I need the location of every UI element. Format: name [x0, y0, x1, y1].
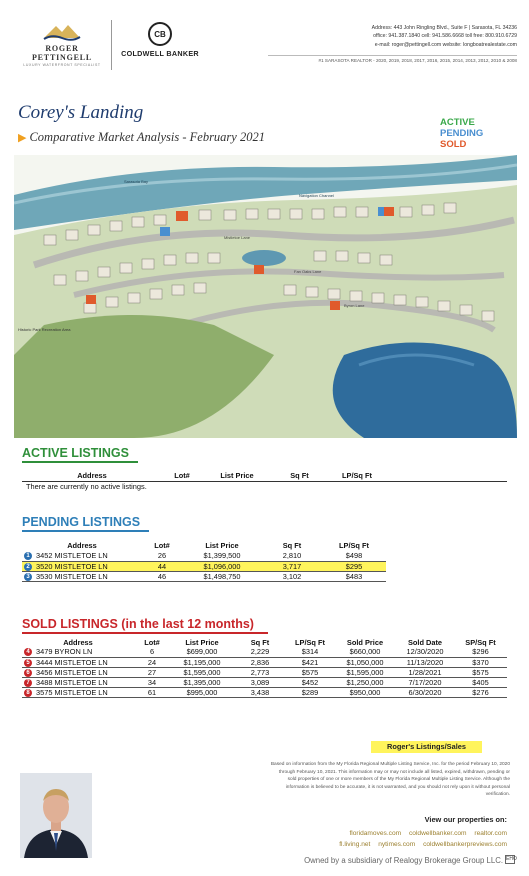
row-sqft: 3,102 [262, 571, 322, 581]
page-subtitle [18, 130, 265, 145]
row-spsqft: $296 [454, 647, 507, 657]
roger-pettingell-logo [16, 22, 108, 70]
realogy-footer: Owned by a subsidiary of Realogy Brokerage Group LLC. [304, 856, 503, 865]
row-spsqft: $370 [454, 657, 507, 667]
link-cbpreviews[interactable]: coldwellbankerpreviews.com [423, 841, 507, 848]
col-lot: Lot# [144, 638, 160, 647]
active-listings-title: ACTIVE LISTINGS [22, 446, 129, 460]
number-badge-icon: 2 [24, 563, 32, 571]
row-lpsqft: $295 [322, 561, 386, 571]
row-address: 3488 MISTLETOE LN [36, 677, 108, 687]
table-header-row [22, 540, 386, 551]
legend-active: ACTIVE [440, 117, 475, 128]
col-lp-sqft: LP/Sq Ft [327, 470, 387, 481]
row-sqft: 3,438 [234, 687, 286, 697]
address-line: Address: 443 John Ringling Blvd., Suite F | Sarasota, FL 34236 [371, 25, 517, 31]
row-lot: 46 [142, 571, 182, 581]
pending-listings-title: PENDING LISTINGS [22, 515, 141, 529]
row-price: $1,595,000 [170, 667, 234, 677]
row-sold-price: $660,000 [334, 647, 396, 657]
col-lp-sqft: LP/Sq Ft [295, 638, 325, 647]
col-lot: Lot# [162, 470, 202, 481]
agent-photo [20, 773, 92, 858]
row-sqft: 2,810 [262, 551, 322, 561]
link-realtor[interactable]: realtor.com [474, 830, 507, 837]
number-badge-icon: 3 [24, 573, 32, 581]
awards-line: #1 SARASOTA REALTOR - 2020, 2019, 2018, 2017, 2016, 2015, 2014, 2013, 2012, 2010 & 2008 [318, 58, 517, 63]
pending-listings-table [22, 540, 386, 582]
logo-left-tag: LUXURY WATERFRONT SPECIALIST [23, 63, 101, 67]
col-lp-sqft: LP/Sq Ft [339, 541, 369, 550]
logo-divider [111, 20, 112, 70]
mls-disclaimer: Based on information from the My Florida Regional Multiple Listing Service, Inc. for the period February 10, 2020 through February 10, 2021. This information may or may not include all listed, expired, withdrawn, pending or sold properties of one or more members of the My Florida Regional Multiple Listing Service. Although the information is believed to be accurate, it is not warranted, and you should not rely upon it without personal verification. [270, 762, 510, 798]
col-address: Address [63, 638, 93, 647]
listings-sales-badge: Roger's Listings/Sales [371, 741, 482, 753]
row-address: 3456 MISTLETOE LN [36, 667, 108, 677]
cb-seal-icon: CB [148, 22, 172, 46]
row-sold-date: 6/30/2020 [396, 687, 454, 697]
contact-block [217, 24, 517, 49]
number-badge-icon: 8 [24, 689, 32, 697]
row-address: 3520 MISTLETOE LN [36, 561, 108, 571]
row-sqft: 2,773 [234, 667, 286, 677]
number-badge-icon: 5 [24, 659, 32, 667]
row-address: 3479 BYRON LN [36, 647, 93, 657]
logo-right-name: COLDWELL BANKER [121, 49, 199, 58]
row-lot: 61 [134, 687, 170, 697]
map-label-oaks: Fan Oaks Lane [294, 269, 322, 274]
coldwell-banker-logo [118, 22, 202, 70]
row-sold-date: 1/28/2021 [396, 667, 454, 677]
col-lot: Lot# [154, 541, 170, 550]
logo-left-name: ROGER PETTINGELL [31, 44, 92, 62]
row-lpsqft: $289 [286, 687, 334, 697]
col-sp-sqft: SP/Sq Ft [465, 638, 496, 647]
no-active-note: There are currently no active listings. [26, 481, 147, 491]
sold-listings-title: SOLD LISTINGS (in the last 12 months) [22, 617, 254, 631]
mountain-wave-icon [42, 22, 82, 42]
row-sqft: 2,836 [234, 657, 286, 667]
number-badge-icon: 1 [24, 552, 32, 560]
row-address: 3452 MISTLETOE LN [36, 551, 108, 561]
col-sqft: Sq Ft [282, 541, 302, 550]
sold-underline [22, 632, 268, 634]
active-underline [22, 461, 138, 463]
sold-listings-table [22, 636, 507, 698]
row-sqft: 3,089 [234, 677, 286, 687]
properties-title: View our properties on: [424, 815, 507, 824]
col-sqft: Sq Ft [272, 470, 327, 481]
page-title: Corey's Landing [18, 102, 144, 123]
properties-links [333, 828, 507, 850]
number-badge-icon: 4 [24, 648, 32, 656]
link-coldwellbanker[interactable]: coldwellbanker.com [408, 830, 467, 837]
col-address: Address [22, 470, 162, 481]
table-row [22, 551, 386, 561]
row-lpsqft: $498 [322, 551, 386, 561]
row-address: 3444 MISTLETOE LN [36, 657, 108, 667]
row-lot: 6 [134, 647, 170, 657]
row-spsqft: $276 [454, 687, 507, 697]
map-label-byron: Byron Lane [344, 303, 365, 308]
phone-line: office: 941.387.1840 cell: 941.586.6668 toll free: 800.910.6729 [373, 33, 517, 40]
row-sqft: 3,717 [262, 561, 322, 571]
row-sqft: 2,229 [234, 647, 286, 657]
table-header-row [22, 470, 507, 481]
map-label-bay: Sarasota Bay [124, 179, 149, 184]
table-row [22, 657, 507, 667]
col-list-price: List Price [202, 470, 272, 481]
col-list-price: List Price [205, 541, 239, 550]
row-sold-price: $1,050,000 [334, 657, 396, 667]
active-listings-table [22, 470, 507, 491]
link-floridamoves[interactable]: floridamoves.com [349, 830, 402, 837]
number-badge-icon: 6 [24, 669, 32, 677]
table-row-highlighted [22, 561, 386, 571]
equal-housing-icon: EHO [506, 856, 517, 862]
row-price: $1,195,000 [170, 657, 234, 667]
subtitle-text: Comparative Market Analysis - February 2021 [29, 130, 265, 144]
col-list-price: List Price [185, 638, 219, 647]
row-sold-price: $1,250,000 [334, 677, 396, 687]
row-lpsqft: $314 [286, 647, 334, 657]
pending-underline [22, 530, 149, 532]
row-spsqft: $405 [454, 677, 507, 687]
col-sold-price: Sold Price [346, 638, 384, 647]
table-row [22, 687, 507, 697]
row-sold-price: $950,000 [334, 687, 396, 697]
row-sold-date: 12/30/2020 [396, 647, 454, 657]
legend-sold: SOLD [440, 139, 467, 150]
row-lpsqft: $421 [286, 657, 334, 667]
row-lpsqft: $452 [286, 677, 334, 687]
row-lot: 44 [142, 561, 182, 571]
map-label-channel: Navigation Channel [299, 193, 334, 198]
status-legend [440, 117, 483, 150]
row-lot: 26 [142, 551, 182, 561]
row-lot: 34 [134, 677, 170, 687]
row-lpsqft: $575 [286, 667, 334, 677]
legend-pending: PENDING [440, 128, 484, 139]
row-lot: 27 [134, 667, 170, 677]
link-flliving[interactable]: fl.living.net [339, 841, 371, 848]
row-price: $1,399,500 [182, 551, 262, 561]
row-price: $995,000 [170, 687, 234, 697]
row-address: 3575 MISTLETOE LN [36, 687, 108, 697]
row-lot: 24 [134, 657, 170, 667]
number-badge-icon: 7 [24, 679, 32, 687]
row-sold-date: 11/13/2020 [396, 657, 454, 667]
table-header-row [22, 636, 507, 647]
row-price: $1,395,000 [170, 677, 234, 687]
row-price: $1,096,000 [182, 561, 262, 571]
table-row [22, 571, 386, 581]
site-plan-map [14, 155, 517, 438]
row-address: 3530 MISTLETOE LN [36, 571, 108, 581]
col-sold-date: Sold Date [407, 638, 443, 647]
table-row [22, 667, 507, 677]
row-spsqft: $575 [454, 667, 507, 677]
triangle-bullet-icon: ▶ [18, 132, 27, 144]
table-row [22, 677, 507, 687]
col-sqft: Sq Ft [250, 638, 270, 647]
map-label-park: Historic Park Recreation Area [18, 327, 71, 332]
col-address: Address [67, 541, 97, 550]
header-divider [268, 55, 517, 56]
map-label-lane: Mistletoe Lane [224, 235, 251, 240]
row-price: $1,498,750 [182, 571, 262, 581]
row-lpsqft: $483 [322, 571, 386, 581]
row-price: $699,000 [170, 647, 234, 657]
row-sold-date: 7/17/2020 [396, 677, 454, 687]
link-nytimes[interactable]: nytimes.com [378, 841, 416, 848]
row-sold-price: $1,595,000 [334, 667, 396, 677]
table-row [22, 481, 507, 491]
table-row [22, 647, 507, 657]
email-line[interactable]: e-mail: roger@pettingell.com website: longboatrealestate.com [374, 41, 517, 48]
